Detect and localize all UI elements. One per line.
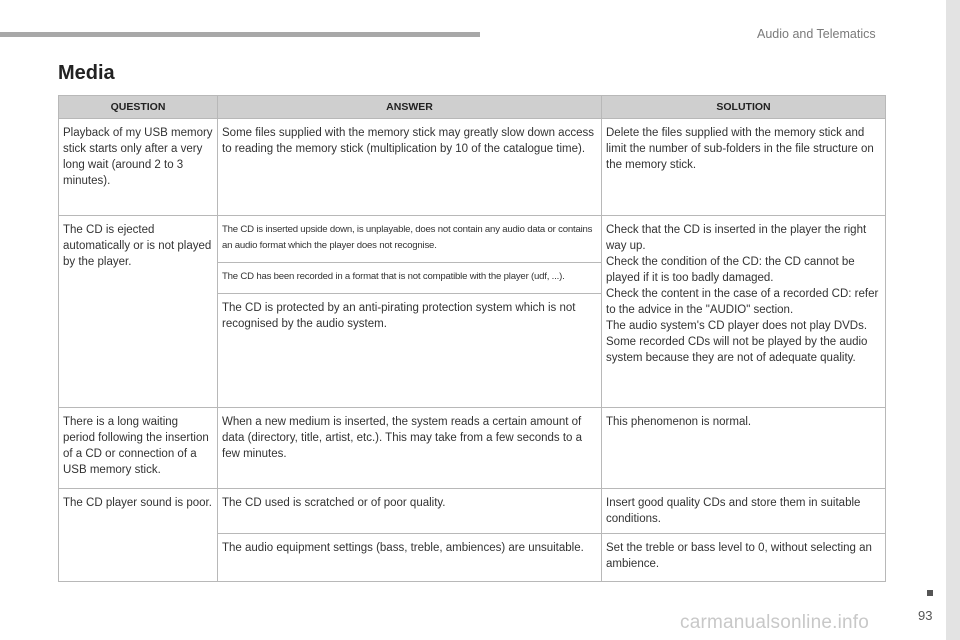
table-row [59, 119, 886, 216]
table-row [59, 216, 886, 263]
answer-cell: The CD is inserted upside down, is unplayable, does not contain any audio data or contains an audio format which the player does not recognise. [218, 216, 602, 263]
chapter-title: Audio and Telematics [757, 27, 876, 41]
answer-cell: The CD used is scratched or of poor quality. [218, 489, 602, 534]
question-cell: Playback of my USB memory stick starts only after a very long wait (around 2 to 3 minutes). [59, 119, 218, 216]
solution-cell: This phenomenon is normal. [602, 408, 886, 489]
column-header-answer: ANSWER [218, 96, 602, 119]
question-cell: There is a long waiting period following the insertion of a CD or connection of a USB memory stick. [59, 408, 218, 489]
answer-cell: When a new medium is inserted, the system reads a certain amount of data (directory, title, artist, etc.). This may take from a few seconds to a few minutes. [218, 408, 602, 489]
solution-line: Some recorded CDs will not be played by the audio system because they are not of adequate quality. [606, 336, 868, 364]
column-header-solution: SOLUTION [602, 96, 886, 119]
column-header-question: QUESTION [59, 96, 218, 119]
media-troubleshooting-table [58, 95, 886, 582]
page-marker [927, 590, 933, 596]
answer-cell: The CD is protected by an anti-pirating protection system which is not recognised by the audio system. [218, 294, 602, 408]
solution-cell: Set the treble or bass level to 0, without selecting an ambience. [602, 534, 886, 582]
table-header-row [59, 96, 886, 119]
answer-cell: The audio equipment settings (bass, treble, ambiences) are unsuitable. [218, 534, 602, 582]
solution-line: Check the condition of the CD: the CD cannot be played if it is too badly damaged. [606, 256, 855, 284]
solution-line: Check the content in the case of a recorded CD: refer to the advice in the "AUDIO" section. [606, 288, 879, 316]
answer-cell: Some files supplied with the memory stick may greatly slow down access to reading the memory stick (multiplication by 10 of the catalogue time). [218, 119, 602, 216]
solution-line: Check that the CD is inserted in the player the right way up. [606, 224, 867, 252]
table-row [59, 489, 886, 534]
solution-cell [602, 216, 886, 408]
watermark: carmanualsonline.info [680, 612, 870, 633]
solution-cell: Insert good quality CDs and store them in suitable conditions. [602, 489, 886, 534]
answer-cell: The CD has been recorded in a format that is not compatible with the player (udf, ...). [218, 263, 602, 294]
solution-cell: Delete the files supplied with the memory stick and limit the number of sub-folders in the file structure on the memory stick. [602, 119, 886, 216]
page-edge-strip [946, 0, 960, 640]
solution-line: The audio system's CD player does not play DVDs. [606, 320, 868, 332]
table-row [59, 408, 886, 489]
question-cell: The CD player sound is poor. [59, 489, 218, 582]
page-number: 93 [918, 608, 933, 623]
question-cell: The CD is ejected automatically or is not played by the player. [59, 216, 218, 408]
section-title: Media [58, 62, 115, 84]
header-bar [0, 32, 480, 37]
